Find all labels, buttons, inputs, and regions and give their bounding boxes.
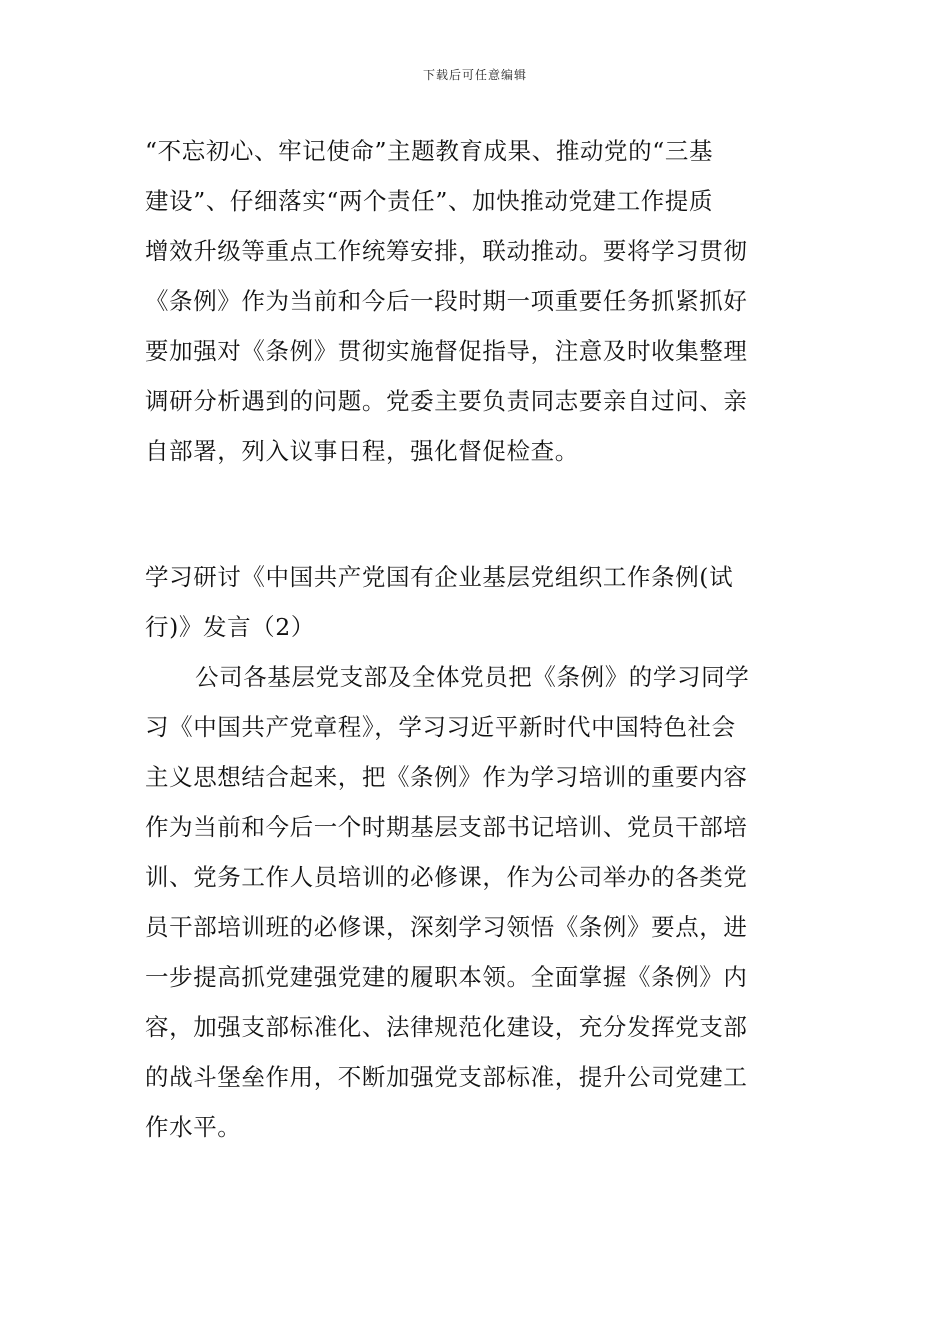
paragraph-line: 习《中国共产党章程》，学习习近平新时代中国特色社会 [145, 713, 736, 741]
paragraph-line: 员干部培训班的必修课，深刻学习领悟《条例》要点，进 [145, 913, 748, 941]
paragraph-line: 一步提高抓党建强党建的履职本领。全面掌握《条例》内 [145, 963, 748, 991]
paragraph-line: 《条例》作为当前和今后一段时期一项重要任务抓紧抓好 [145, 287, 748, 315]
paragraph-line: “不忘初心、牢记使命”主题教育成果、推动党的“三基 [145, 137, 714, 165]
paragraph-line: 作为当前和今后一个时期基层支部书记培训、党员干部培 [145, 813, 748, 841]
paragraph-line: 的战斗堡垒作用，不断加强党支部标准，提升公司党建工 [145, 1063, 748, 1091]
paragraph-line: 调研分析遇到的问题。党委主要负责同志要亲自过问、亲 [145, 387, 748, 415]
section-2-title [145, 552, 810, 652]
paragraph-line: 训、党务工作人员培训的必修课，作为公司举办的各类党 [145, 863, 748, 891]
paragraph-line: 主义思想结合起来，把《条例》作为学习培训的重要内容 [145, 763, 748, 791]
page-header-note: 下载后可任意编辑 [422, 68, 527, 82]
paragraph-line: 建设”、仔细落实“两个责任”、加快推动党建工作提质 [145, 187, 714, 215]
section-2-paragraph [145, 652, 810, 1152]
paragraph-line: 公司各基层党支部及全体党员把《条例》的学习同学 [195, 663, 750, 691]
paragraph-line: 增效升级等重点工作统筹安排，联动推动。要将学习贯彻 [145, 237, 748, 265]
paragraph-line: 作水平。 [145, 1113, 242, 1141]
title-line: 行)》发言（2） [145, 613, 315, 641]
paragraph-line: 要加强对《条例》贯彻实施督促指导，注意及时收集整理 [145, 337, 748, 365]
title-line: 学习研讨《中国共产党国有企业基层党组织工作条例(试 [145, 563, 734, 591]
paragraph-1 [145, 126, 810, 476]
paragraph-line: 自部署，列入议事日程，强化督促检查。 [145, 437, 579, 465]
paragraph-line: 容，加强支部标准化、法律规范化建设，充分发挥党支部 [145, 1013, 748, 1041]
